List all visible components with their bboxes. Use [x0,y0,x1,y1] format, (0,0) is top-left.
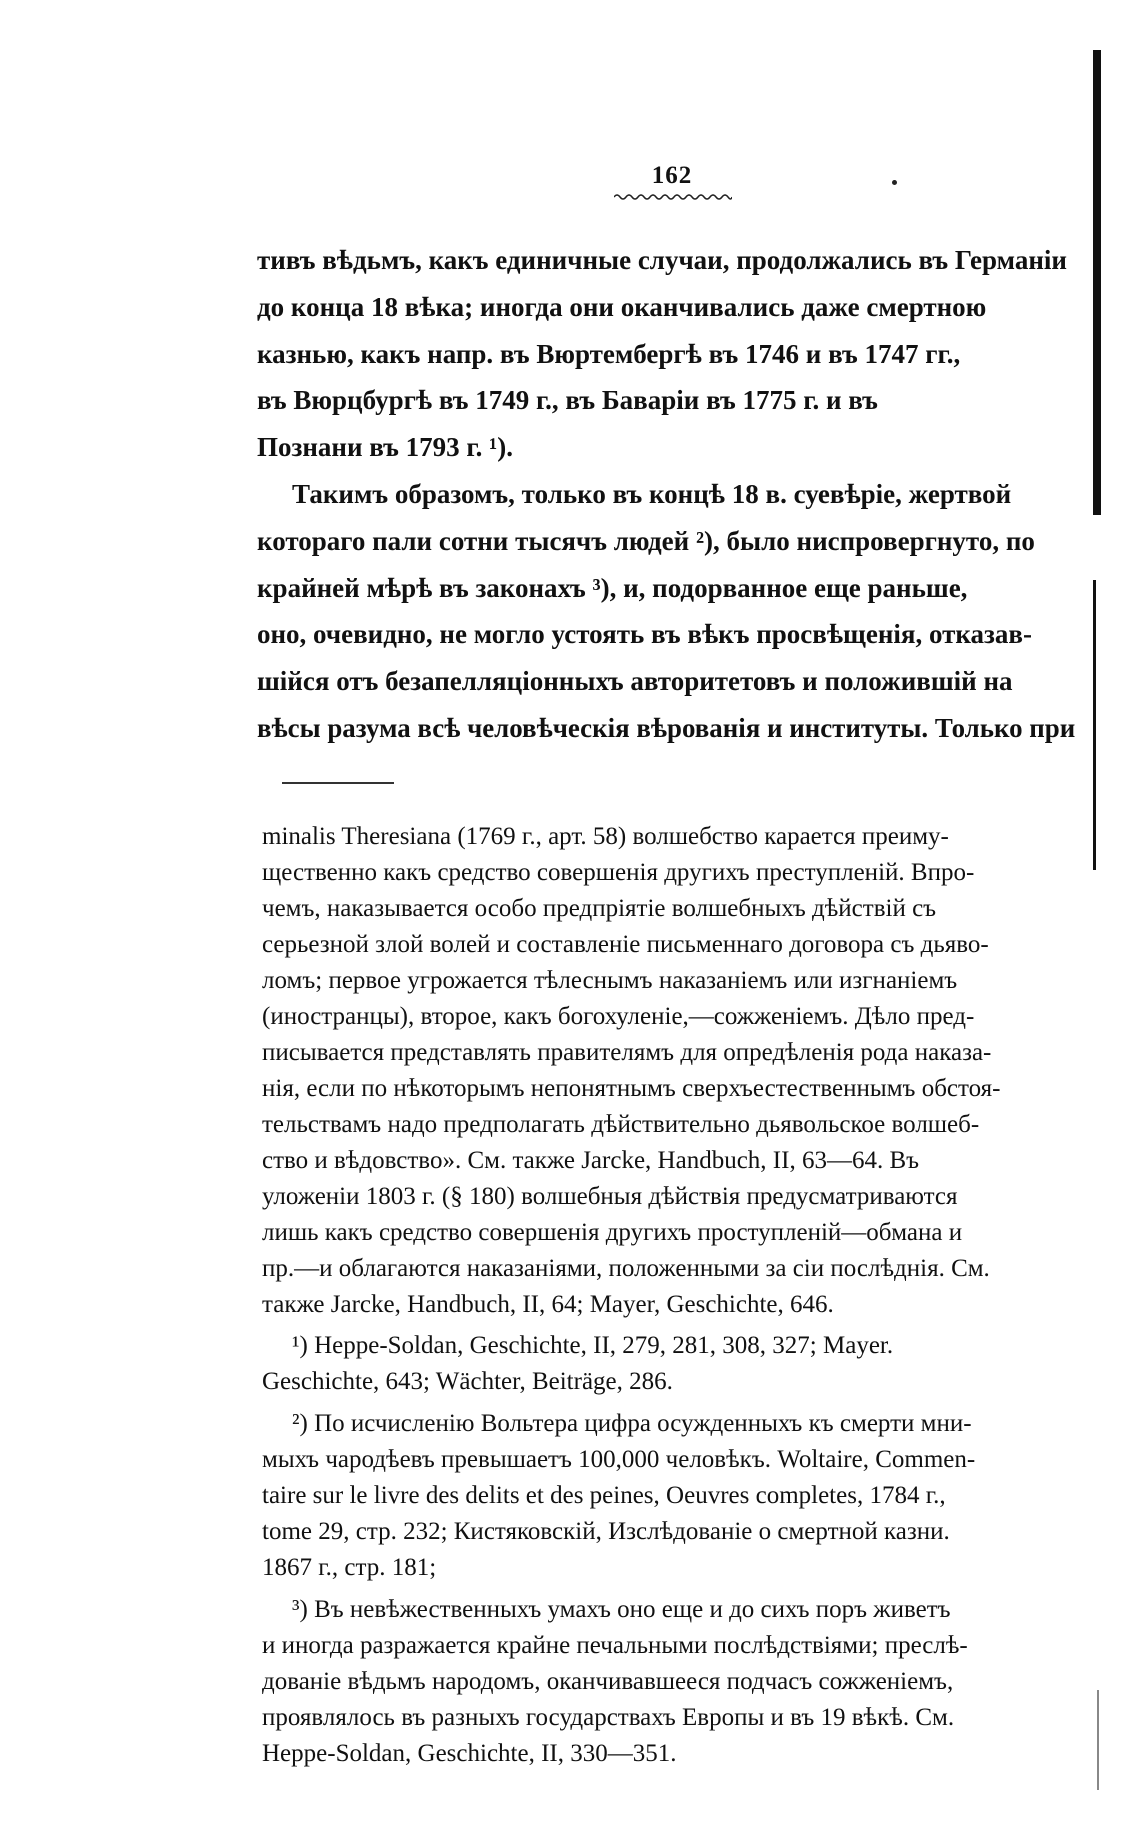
footnote-line: пр.—и облагаются наказаніями, положенными за сіи послѣднія. См. [262,1255,990,1282]
main-text-line: крайней мѣрѣ въ законахъ ³), и, подорванное еще раньше, [257,573,968,603]
footnote-line: ство и вѣдовство». См. также Jarcke, Handbuch, II, 63—64. Въ [262,1147,920,1174]
main-text-line: казнью, какъ напр. въ Вюртембергѣ въ 1746 и въ 1747 гг., [257,339,961,369]
main-text-line: шійся отъ безапелляціонныхъ авторитетовъ и положившій на [257,666,1013,696]
main-text-line: оно, очевидно, не могло устоять въ вѣкъ просвѣщенія, отказав- [257,619,1032,649]
footnote-line: чемъ, наказывается особо предпріятіе волшебныхъ дѣйствій съ [262,895,937,922]
footnote-line: лишь какъ средство совершенія другихъ проступленій—обмана и [262,1219,963,1246]
footnote-line: уложеніи 1803 г. (§ 180) волшебныя дѣйствія предусматриваются [262,1183,958,1210]
footnote-line: (иностранцы), второе, какъ богохуленіе,—сожженіемъ. Дѣло пред- [262,1003,975,1030]
main-text-line: Такимъ образомъ, только въ концѣ 18 в. суевѣріе, жертвой [292,479,1012,509]
footnote-line: писывается представлять правителямъ для опредѣленія рода наказа- [262,1039,992,1066]
main-text-line: тивъ вѣдьмъ, какъ единичные случаи, продолжались въ Германіи [257,245,1067,275]
footnote-line: нія, если по нѣкоторымъ непонятнымъ сверхъестественнымъ обстоя- [262,1075,1001,1102]
page-number: 162 [651,162,693,189]
footnote-3-line: дованіе вѣдьмъ народомъ, оканчивавшееся подчасъ сожженіемъ, [262,1668,954,1695]
footnote-3-line: Heppe-Soldan, Geschichte, II, 330—351. [262,1740,677,1767]
footnote-2-line: 1867 г., стр. 181; [262,1554,437,1581]
footnote-line: тельствамъ надо предполагать дѣйствительно дьявольское волшеб- [262,1111,980,1138]
main-text-line: Познани въ 1793 г. ¹). [257,432,513,462]
footnote-line: щественно какъ средство совершенія другихъ преступленій. Впро- [262,859,975,886]
footnote-2-line: мыхъ чародѣевъ превышаетъ 100,000 человѣкъ. Woltaire, Commen- [262,1446,976,1473]
footnote-3-line: проявлялось въ разныхъ государствахъ Европы и въ 19 вѣкѣ. См. [262,1704,955,1731]
footnote-2-line: taire sur le livre des delits et des peines, Oeuvres completes, 1784 г., [262,1482,946,1509]
scan-dot [892,180,897,185]
footnote-3-line: и иногда разражается крайне печальными послѣдствіями; преслѣ- [262,1632,968,1659]
footnote-separator [282,782,394,784]
main-text-line: въ Вюрцбургѣ въ 1749 г., въ Баваріи въ 1775 г. и въ [257,385,878,415]
page-number-ornament [614,193,732,201]
main-text-line: котораго пали сотни тысячъ людей ²), было ниспровергнуто, по [257,526,1035,556]
footnote-2-line: ²) По исчисленію Вольтера цифра осужденныхъ къ смерти мни- [292,1410,972,1437]
footnote-line: серьезной злой волей и составленіе письменнаго договора съ дьяво- [262,931,989,958]
page-edge-line-lower [1097,1690,1099,1790]
footnote-1-line: ¹) Heppe-Soldan, Geschichte, II, 279, 281, 308, 327; Mayer. [292,1332,894,1359]
footnote-1-line: Geschichte, 643; Wächter, Beiträge, 286. [262,1368,673,1395]
main-text-line: вѣсы разума всѣ человѣческія вѣрованія и институты. Только при [257,713,1076,743]
page-edge-line [1093,580,1096,870]
footnote-line: minalis Theresiana (1769 г., арт. 58) волшебство карается преиму- [262,823,949,850]
footnote-line: ломъ; первое угрожается тѣлеснымъ наказаніемъ или изгнаніемъ [262,967,958,994]
footnote-2-line: tome 29, стр. 232; Кистяковскій, Изслѣдованіе о смертной казни. [262,1518,950,1545]
page-edge-shadow [1093,50,1101,515]
footnote-line: также Jarcke, Handbuch, II, 64; Mayer, Geschichte, 646. [262,1291,834,1318]
main-text-line: до конца 18 вѣка; иногда они оканчивались даже смертною [257,292,987,322]
footnote-3-line: ³) Въ невѣжественныхъ умахъ оно еще и до сихъ поръ живетъ [292,1596,951,1623]
